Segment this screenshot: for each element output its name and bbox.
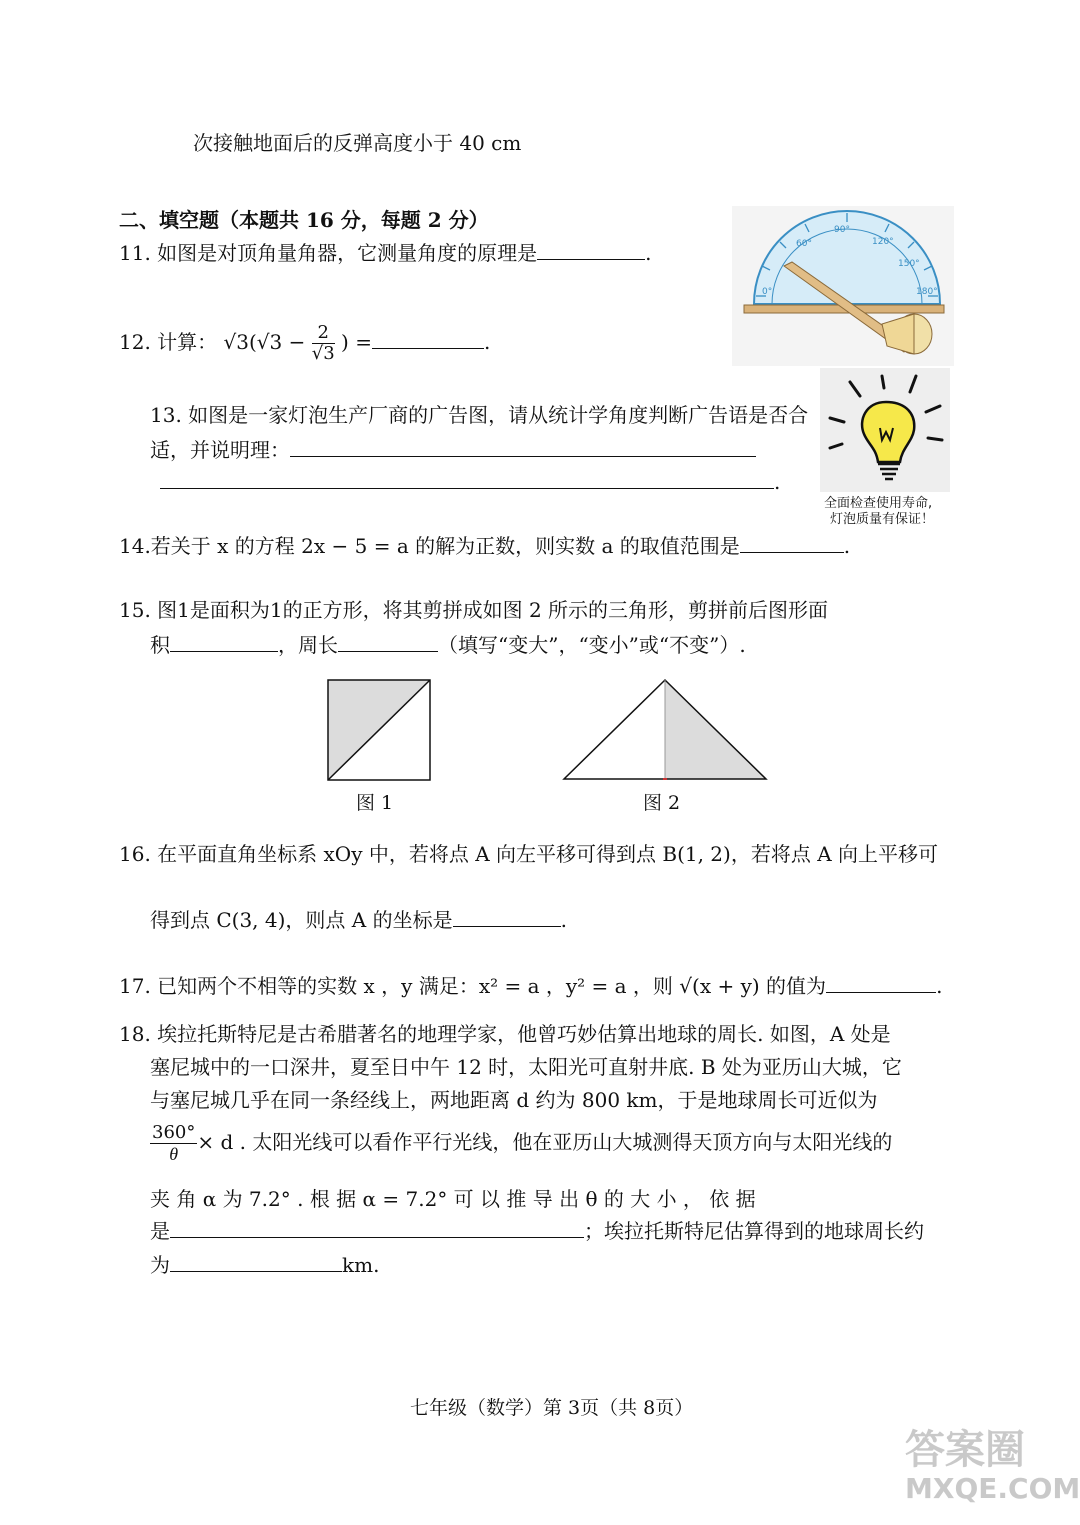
q18-line-6b: ；埃拉托斯特尼估算得到的地球周长约 bbox=[584, 1219, 924, 1243]
q11-blank[interactable] bbox=[537, 239, 645, 260]
figure-1-square bbox=[326, 678, 434, 782]
q18-fraction bbox=[150, 1123, 197, 1164]
q12-fraction bbox=[312, 323, 335, 364]
q13-line-1: 13. 如图是一家灯泡生产厂商的广告图，请从统计学角度判断广告语是否合 bbox=[150, 403, 809, 427]
q18-line-2: 塞尼城中的一口深井，夏至日中午 12 时，太阳光可直射井底. B 处为亚历山大城，它 bbox=[150, 1055, 902, 1079]
q18-line-4-text: × d . 太阳光线可以看作平行光线，他在亚历山大城测得天顶方向与太阳光线的 bbox=[197, 1130, 893, 1154]
protractor-label-180: 180° bbox=[916, 287, 938, 297]
q13-blank-2[interactable] bbox=[160, 468, 774, 489]
lightbulb-ad-image bbox=[820, 368, 950, 492]
q15-blank-perimeter[interactable] bbox=[338, 631, 438, 652]
q13-line-2-text: 适，并说明理： bbox=[150, 438, 290, 462]
q15-line-2b: ，周长 bbox=[278, 633, 338, 657]
q16-line-2 bbox=[150, 906, 567, 933]
figure-1-caption: 图 1 bbox=[356, 792, 394, 814]
q17-text: 17. 已知两个不相等的实数 x ，y 满足：x² = a ，y² = a ，则 √(x + y) 的值为 bbox=[119, 974, 827, 998]
question-17 bbox=[119, 972, 942, 999]
figure-2-triangle bbox=[562, 678, 768, 782]
q18-blank-circumference[interactable] bbox=[170, 1251, 342, 1272]
q13-line-3 bbox=[160, 468, 780, 495]
q15-line-2c: （填写“变大”，“变小”或“不变”）. bbox=[438, 633, 746, 657]
q11-end: . bbox=[645, 241, 652, 265]
q15-line-2a: 积 bbox=[150, 633, 170, 657]
q12-expr-a: √3(√3 − bbox=[223, 330, 306, 354]
q14-end: . bbox=[843, 534, 851, 558]
q16-line-1: 16. 在平面直角坐标系 xOy 中，若将点 A 向左平移可得到点 B(1, 2)，若将点 A 向上平移可 bbox=[119, 842, 938, 866]
ad-text-2: 灯泡质量有保证！ bbox=[830, 512, 935, 527]
protractor-label-60: 60° bbox=[796, 239, 812, 249]
protractor-label-150: 150° bbox=[898, 259, 920, 269]
q15-blank-area[interactable] bbox=[170, 631, 278, 652]
q13-line-2 bbox=[150, 436, 756, 463]
q11-text: 11. 如图是对顶角量角器，它测量角度的原理是 bbox=[119, 241, 538, 265]
q12-frac-den: √3 bbox=[311, 343, 335, 364]
q18-line-1: 18. 埃拉托斯特尼是古希腊著名的地理学家，他曾巧妙估算出地球的周长. 如图，A 处是 bbox=[119, 1022, 891, 1046]
q14-blank[interactable] bbox=[740, 532, 844, 553]
q13-blank-1[interactable] bbox=[290, 436, 756, 457]
ad-text-1: 全面检查使用寿命, bbox=[824, 496, 933, 511]
question-14 bbox=[119, 532, 850, 559]
q18-line-6 bbox=[150, 1217, 924, 1244]
protractor-label-90: 90° bbox=[834, 225, 850, 235]
q14-text: 14.若关于 x 的方程 2x − 5 = a 的解为正数，则实数 a 的取值范围是 bbox=[119, 534, 740, 558]
q12-frac-num: 2 bbox=[312, 323, 335, 344]
q17-end: . bbox=[936, 974, 943, 998]
q15-line-2 bbox=[150, 631, 746, 658]
page-footer: 七年级（数学）第 3页（共 8页） bbox=[410, 1397, 694, 1419]
q18-line-3: 与塞尼城几乎在同一条经线上，两地距离 d 约为 800 km，于是地球周长可近似为 bbox=[150, 1088, 878, 1112]
protractor-label-120: 120° bbox=[872, 237, 894, 247]
q18-frac-den: θ bbox=[169, 1144, 179, 1164]
q18-blank-reason[interactable] bbox=[170, 1217, 584, 1238]
q18-line-7 bbox=[150, 1251, 379, 1278]
question-11 bbox=[119, 239, 652, 266]
q15-line-1: 15. 图1是面积为1的正方形，将其剪拼成如图 2 所示的三角形，剪拼前后图形面 bbox=[119, 598, 829, 622]
q12-prefix: 12. 计算： bbox=[119, 330, 218, 354]
q16-end: . bbox=[560, 908, 567, 932]
watermark-url: MXQE.COM bbox=[905, 1472, 1080, 1505]
q12-blank[interactable] bbox=[372, 328, 484, 349]
q18-line-7a: 为 bbox=[150, 1253, 170, 1277]
protractor-label-0: 0° bbox=[762, 287, 773, 297]
q16-line-2-text: 得到点 C(3, 4)，则点 A 的坐标是 bbox=[150, 908, 453, 932]
q18-line-5: 夹 角 α 为 7.2° . 根 据 α = 7.2° 可 以 推 导 出 θ 的 大 小 ， 依 据 bbox=[150, 1187, 756, 1211]
section-title: 二、填空题（本题共 16 分，每题 2 分） bbox=[119, 208, 489, 232]
watermark-logo: 答案圈 bbox=[905, 1427, 1025, 1473]
figure-2-caption: 图 2 bbox=[643, 792, 681, 814]
q16-blank[interactable] bbox=[453, 906, 561, 927]
q17-blank[interactable] bbox=[826, 972, 936, 993]
q13-end: . bbox=[774, 470, 781, 494]
q12-expr-b: ) = bbox=[341, 330, 372, 354]
q12-end: . bbox=[483, 330, 491, 354]
top-line: 次接触地面后的反弹高度小于 40 cm bbox=[193, 131, 522, 155]
question-12 bbox=[119, 320, 490, 364]
protractor-image bbox=[732, 206, 954, 366]
q18-line-4 bbox=[150, 1120, 892, 1164]
q18-line-6a: 是 bbox=[150, 1219, 170, 1243]
q18-line-7b: km. bbox=[342, 1253, 380, 1277]
q18-frac-num: 360° bbox=[152, 1122, 196, 1143]
